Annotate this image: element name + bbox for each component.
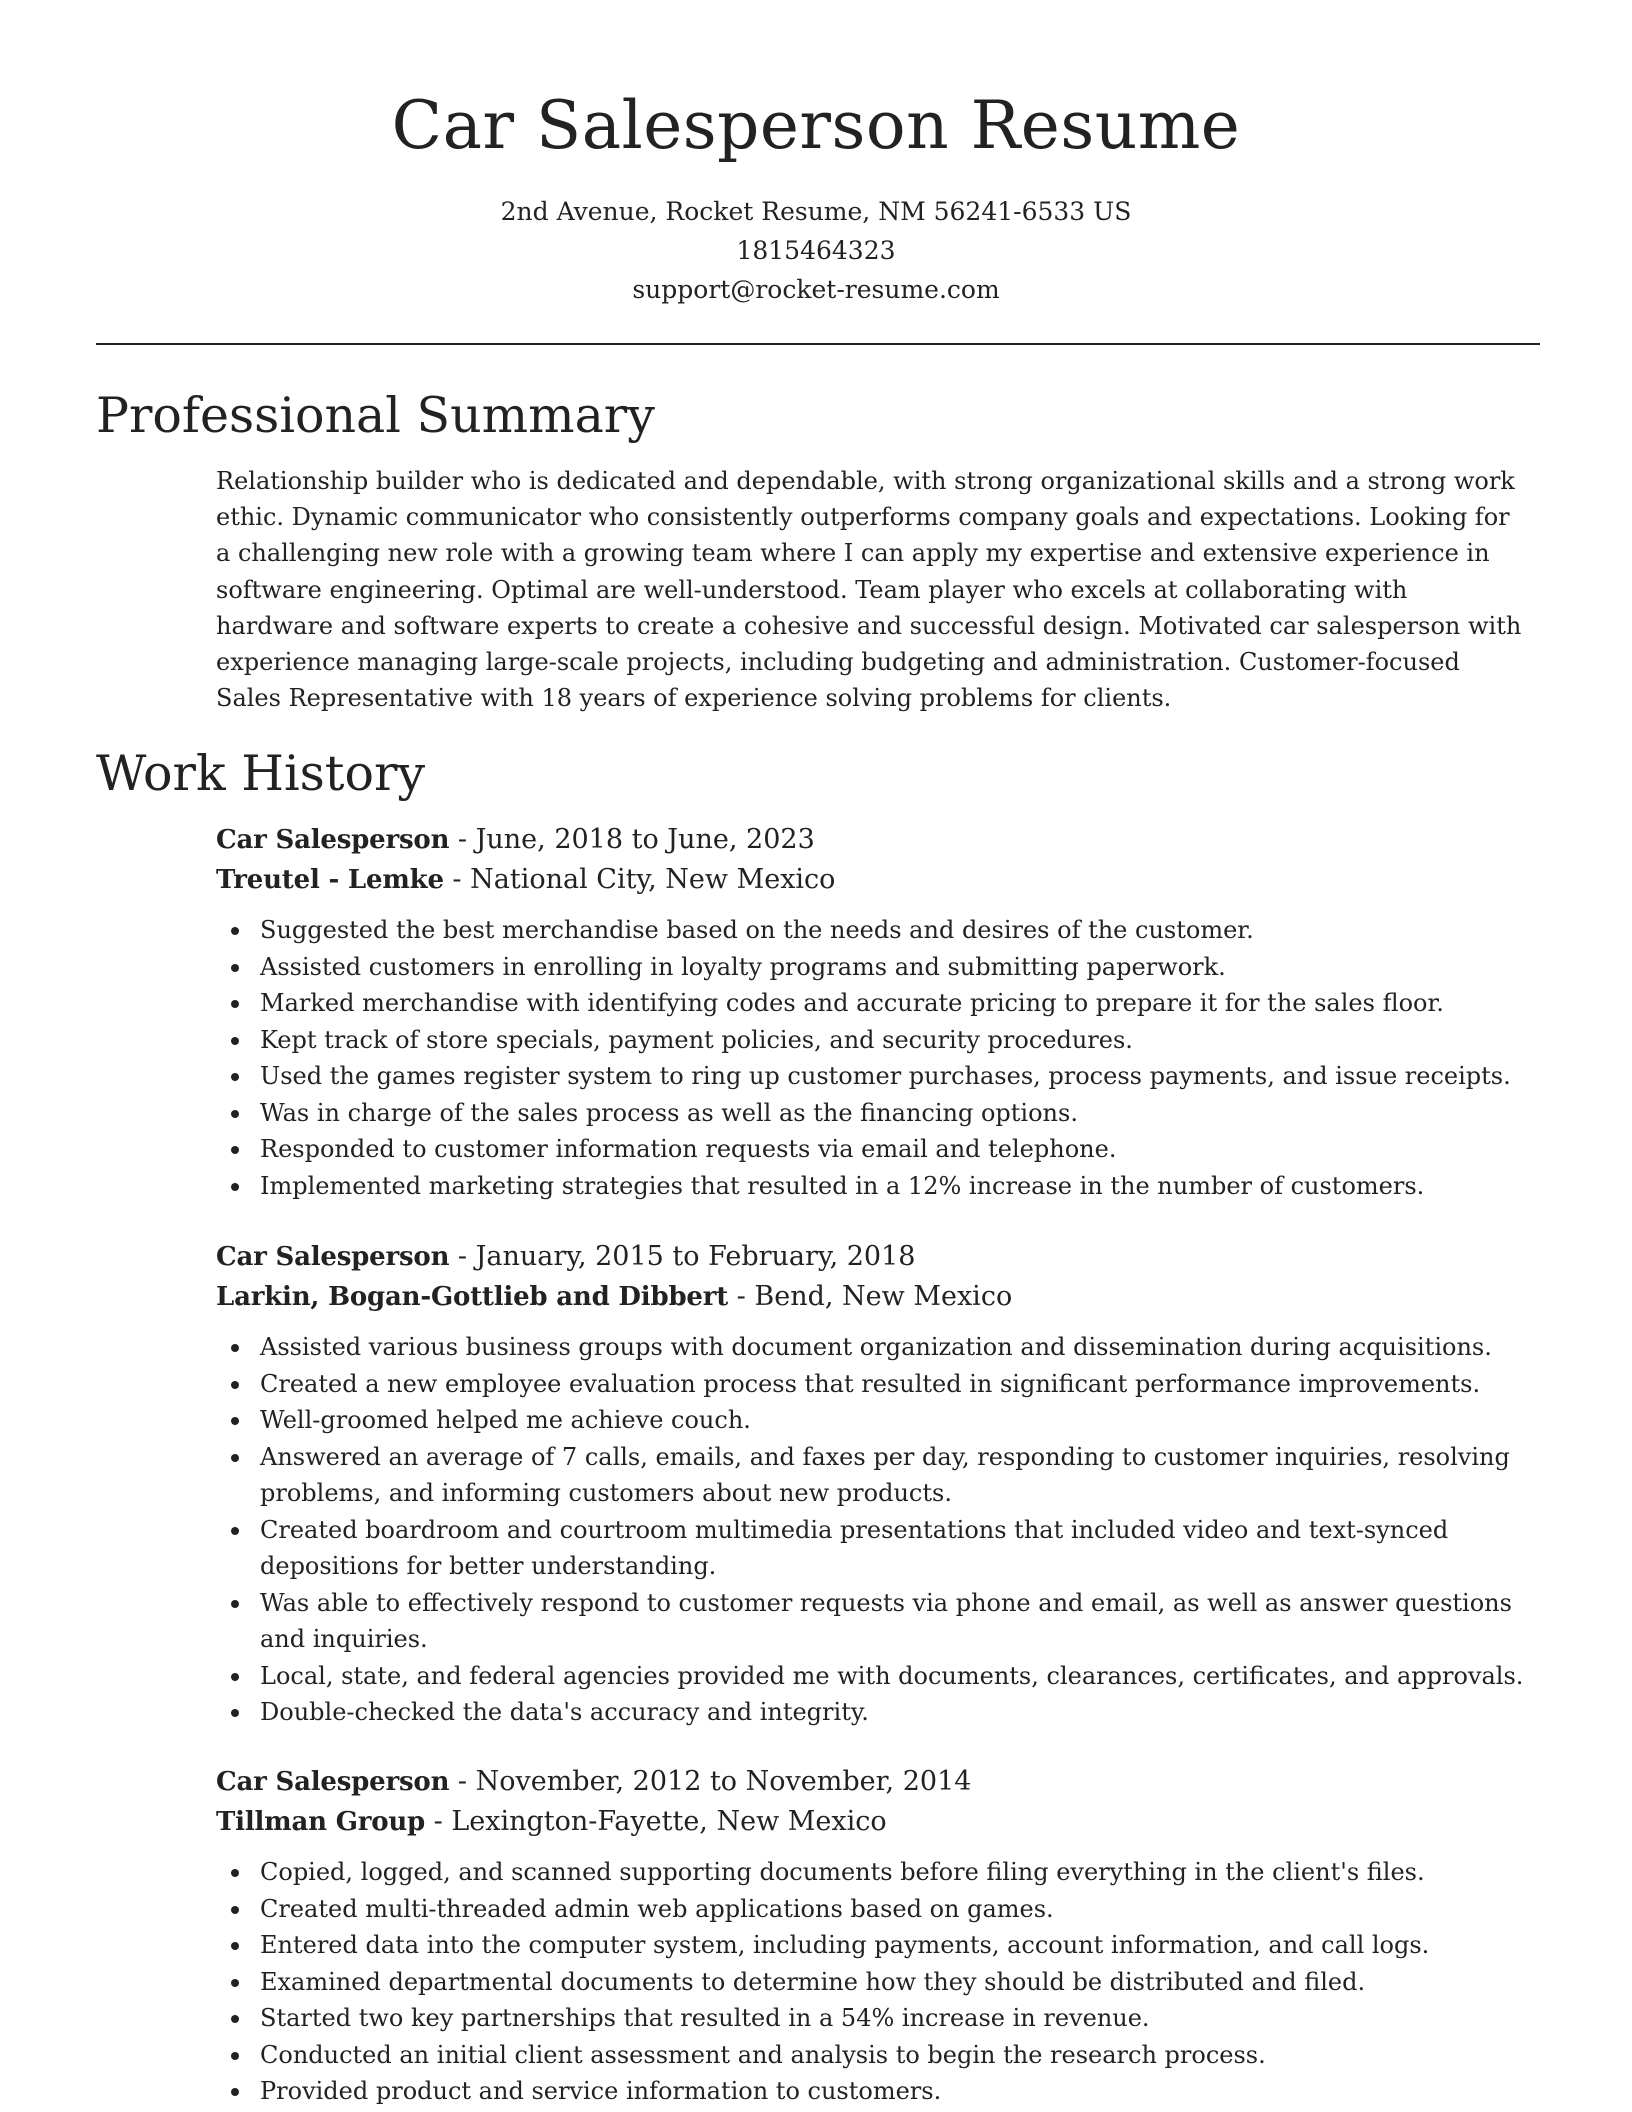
bullet-text: Entered data into the computer system, including payments, account information, and call logs. <box>260 1931 1430 1959</box>
bullet-text: Kept track of store specials, payment policies, and security procedures. <box>260 1025 1133 1054</box>
list-item <box>216 1891 1536 1928</box>
bullet-text: Started two key partnerships that resulted in a 54% increase in revenue. <box>260 2004 1150 2032</box>
job-title-line <box>216 1762 1536 1802</box>
bullet-text: Was in charge of the sales process as well as the financing options. <box>260 1098 1078 1127</box>
bullet-dot <box>231 1906 239 1914</box>
bullet-dot <box>231 1183 239 1191</box>
list-item <box>216 1168 1536 1205</box>
list-item <box>216 949 1536 986</box>
bullet-text: Copied, logged, and scanned supporting documents before filing everything in the client's files. <box>260 1858 1425 1886</box>
contact-email: support@rocket-resume.com <box>632 275 1000 304</box>
list-item <box>216 1329 1536 1366</box>
contact-block <box>0 192 1632 309</box>
list-item <box>216 1402 1536 1439</box>
job-separator: - <box>449 824 476 855</box>
job-company-line <box>216 860 1536 900</box>
bullet-text: Assisted customers in enrolling in loyalty programs and submitting paperwork. <box>260 952 1226 981</box>
job-separator: - <box>443 864 471 895</box>
job-dates: January, 2015 to February, 2018 <box>475 1241 916 1272</box>
job-separator: - <box>449 1241 476 1272</box>
job-role: Car Salesperson <box>216 1242 450 1272</box>
job-company-line <box>216 1277 1536 1317</box>
bullet-text: Implemented marketing strategies that resulted in a 12% increase in the number of customers. <box>260 1171 1425 1200</box>
list-item <box>216 985 1536 1022</box>
job-entry <box>216 1762 1536 2110</box>
list-item <box>216 2000 1536 2037</box>
job-location: National City, New Mexico <box>470 864 836 895</box>
job-separator: - <box>449 1766 476 1797</box>
bullet-text: Local, state, and federal agencies provided me with documents, clearances, certificates, and approvals. <box>260 1661 1524 1690</box>
job-bullet-list <box>216 1854 1536 2110</box>
bullet-text: Examined departmental documents to determine how they should be distributed and filed. <box>260 1967 1366 1996</box>
bullet-dot <box>231 1146 239 1154</box>
list-item <box>216 912 1536 949</box>
bullet-dot <box>231 1527 239 1535</box>
bullet-dot <box>231 1344 239 1352</box>
bullet-text: Was able to effectively respond to customer requests via phone and email, as well as answer questions and inquiries. <box>260 1588 1512 1653</box>
list-item <box>216 1095 1536 1132</box>
bullet-dot <box>231 1073 239 1081</box>
bullet-dot <box>231 1000 239 1008</box>
bullet-text: Responded to customer information requests via email and telephone. <box>260 1135 1117 1163</box>
bullet-dot <box>231 1454 239 1462</box>
contact-phone: 1815464323 <box>736 236 896 265</box>
bullet-dot <box>231 1673 239 1681</box>
bullet-dot <box>231 1417 239 1425</box>
bullet-text: Created boardroom and courtroom multimedia presentations that included video and text-synced depositions for better understanding. <box>260 1515 1449 1580</box>
list-item <box>216 1585 1536 1658</box>
job-entry <box>216 1237 1536 1731</box>
bullet-dot <box>231 927 239 935</box>
bullet-text: Assisted various business groups with document organization and dissemination during acquisitions. <box>260 1333 1492 1361</box>
bullet-dot <box>231 1600 239 1608</box>
list-item <box>216 1058 1536 1095</box>
list-item <box>216 1439 1536 1512</box>
bullet-text: Marked merchandise with identifying codes and accurate pricing to prepare it for the sales floor. <box>260 989 1444 1017</box>
list-item <box>216 2073 1536 2110</box>
contact-address: 2nd Avenue, Rocket Resume, NM 56241-6533 US <box>500 197 1132 226</box>
bullet-text: Provided product and service information to customers. <box>260 2077 942 2105</box>
job-title-line <box>216 1237 1536 1277</box>
bullet-dot <box>231 1869 239 1877</box>
list-item <box>216 1366 1536 1403</box>
list-item <box>216 1022 1536 1059</box>
job-role: Car Salesperson <box>216 825 450 855</box>
header-divider <box>96 343 1540 345</box>
bullet-dot <box>231 1381 239 1389</box>
job-dates: June, 2018 to June, 2023 <box>475 824 815 855</box>
job-dates: November, 2012 to November, 2014 <box>475 1766 972 1797</box>
bullet-text: Created multi-threaded admin web applications based on games. <box>260 1894 1054 1923</box>
bullet-dot <box>231 1979 239 1987</box>
list-item <box>216 2037 1536 2074</box>
list-item <box>216 1694 1536 1731</box>
bullet-text: Conducted an initial client assessment and analysis to begin the research process. <box>260 2040 1266 2069</box>
bullet-text: Double-checked the data's accuracy and integrity. <box>260 1698 869 1726</box>
list-item <box>216 1854 1536 1891</box>
bullet-dot <box>231 964 239 972</box>
job-company-line <box>216 1802 1536 1842</box>
list-item <box>216 1512 1536 1585</box>
list-item <box>216 1131 1536 1168</box>
job-company: Larkin, Bogan-Gottlieb and Dibbert <box>216 1282 729 1312</box>
bullet-dot <box>231 1942 239 1950</box>
summary-text: Relationship builder who is dedicated and dependable, with strong organizational skills and a strong work ethic. Dynamic communicator who consistently outperforms company goals and expectations. Looking for a challenging new role with a growing team where I can apply my expertise and extensive experience in software engineering. Optimal are well-understood. Team player who excels at collaborating with hardware and software experts to create a cohesive and successful design. Motivated car salesperson with experience managing large-scale projects, including budgeting and administration. Customer-focused Sales Representative with 18 years of experience solving problems for clients. <box>216 467 1522 713</box>
bullet-text: Suggested the best merchandise based on the needs and desires of the customer. <box>260 916 1254 944</box>
bullet-text: Answered an average of 7 calls, emails, and faxes per day, responding to customer inquiries, resolving problems, and informing customers about new products. <box>260 1442 1510 1507</box>
section-title-work-history: Work History <box>96 745 426 802</box>
job-company: Treutel - Lemke <box>216 865 444 895</box>
job-role: Car Salesperson <box>216 1767 450 1797</box>
list-item <box>216 1658 1536 1695</box>
bullet-dot <box>231 1037 239 1045</box>
bullet-dot <box>231 2015 239 2023</box>
bullet-text: Used the games register system to ring up customer purchases, process payments, and issue receipts. <box>260 1062 1511 1090</box>
job-separator: - <box>728 1281 755 1312</box>
job-location: Lexington-Fayette, New Mexico <box>451 1806 887 1837</box>
bullet-dot <box>231 1709 239 1717</box>
resume-title: Car Salesperson Resume <box>391 87 1241 164</box>
bullet-text: Created a new employee evaluation process that resulted in significant performance improvements. <box>260 1369 1481 1398</box>
bullet-text: Well-groomed helped me achieve couch. <box>260 1406 751 1434</box>
job-bullet-list <box>216 1329 1536 1731</box>
bullet-dot <box>231 2088 239 2096</box>
list-item <box>216 1927 1536 1964</box>
job-bullet-list <box>216 912 1536 1204</box>
bullet-dot <box>231 2052 239 2060</box>
job-title-line <box>216 820 1536 860</box>
job-separator: - <box>425 1806 452 1837</box>
job-company: Tillman Group <box>216 1807 426 1837</box>
job-entry <box>216 820 1536 1204</box>
bullet-dot <box>231 1110 239 1118</box>
job-location: Bend, New Mexico <box>754 1281 1013 1312</box>
section-title-summary: Professional Summary <box>96 387 655 444</box>
list-item <box>216 1964 1536 2001</box>
